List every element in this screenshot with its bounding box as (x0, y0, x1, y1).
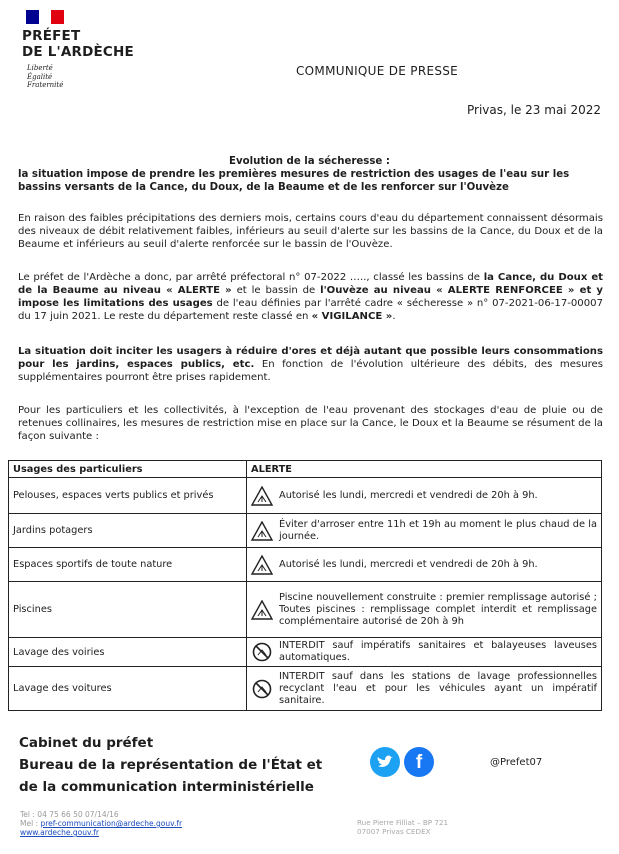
p2-text-e: de l'eau définies par l'arrêté cadre « sécheresse » n° 07-2021-06-17-00007 du 17 juin 2021. Le reste du département reste classé en (18, 298, 603, 322)
paragraph-2 (18, 271, 603, 323)
prefecture-name (22, 28, 134, 60)
header-usages: Usages des particuliers (9, 461, 247, 478)
bureau-line-1: Bureau de la représentation de l'État et (19, 757, 323, 773)
mesure-text: Éviter d'arroser entre 11h et 19h au moment le plus chaud de la journée. (279, 518, 597, 542)
bureau-line-2: de la communication interministérielle (19, 779, 314, 795)
p2-bold-d: l'Ouvèze au niveau « ALERTE RENFORCEE » et y impose les limitations des usages (18, 285, 604, 309)
cabinet-title: Cabinet du préfet (19, 735, 154, 751)
devise-fraternite: Fraternité (27, 81, 64, 89)
usage-cell: Lavage des voiries (9, 638, 247, 667)
mesure-text: Autorisé les lundi, mercredi et vendredi de 20h à 9h. (279, 558, 538, 570)
table-row (9, 548, 602, 582)
table-row (9, 582, 602, 638)
mail-line (20, 819, 182, 828)
table-row (9, 514, 602, 548)
usage-cell: Pelouses, espaces verts publics et privés (9, 478, 247, 514)
mesure-text: INTERDIT sauf impératifs sanitaires et balayeuses laveuses automatiques. (279, 640, 597, 663)
p2-text-c: et le bassin de (231, 285, 321, 296)
marianne-flag-logo (26, 10, 64, 24)
warning-sprinkler-icon (251, 555, 273, 575)
mesure-cell (247, 582, 602, 638)
restrictions-table (8, 460, 602, 711)
phone-line: Tel : 04 75 66 50 07/14/16 (20, 810, 119, 819)
p2-text-a: Le préfet de l'Ardèche a donc, par arrêté préfectoral n° 07-2022 ….., classé les bassins de (18, 272, 484, 283)
twitter-icon[interactable] (370, 747, 400, 777)
facebook-icon[interactable]: f (404, 747, 434, 777)
warning-sprinkler-icon (251, 600, 273, 620)
address-line-1: Rue Pierre Filliat – BP 721 (357, 818, 449, 827)
prefet-line-2: DE L'ARDÈCHE (22, 44, 134, 60)
prohibited-icon (251, 679, 273, 699)
devise-egalite: Égalité (27, 72, 53, 81)
mail-link[interactable]: pref-communication@ardeche.gouv.fr (40, 819, 183, 828)
mesure-cell (247, 514, 602, 548)
date-line: Privas, le 23 mai 2022 (467, 103, 601, 117)
usage-cell: Piscines (9, 582, 247, 638)
postal-address (357, 818, 448, 836)
p2-bold-b: la Cance, du Doux et de la Beaume au niveau « ALERTE » (18, 272, 603, 296)
devise (27, 64, 63, 90)
website-link[interactable]: www.ardeche.gouv.fr (20, 828, 99, 837)
mesure-text: Autorisé les lundi, mercredi et vendredi de 20h à 9h. (279, 489, 538, 501)
title-line-1: Evolution de la sécheresse : (229, 156, 390, 167)
usage-cell: Jardins potagers (9, 514, 247, 548)
devise-liberte: Liberté (27, 64, 53, 72)
table-row (9, 667, 602, 711)
usage-cell: Espaces sportifs de toute nature (9, 548, 247, 582)
p2-bold-f: « VIGILANCE » (311, 311, 393, 322)
web-line (20, 828, 182, 837)
p3-bold: La situation doit inciter les usagers à réduire d'ores et déjà autant que possible leurs consommations pour les jardins, espaces publics, etc. (18, 346, 603, 370)
paragraph-1: En raison des faibles précipitations des derniers mois, certains cours d'eau du département connaissent désormais des niveaux de débit relativement faibles, inférieurs au seuil d'alerte sur les bassins de la Cance, du Doux et de la Beaume et inférieurs au seuil d'alerte renforcée sur le bassin de l'Ouvèze. (18, 213, 603, 250)
warning-sprinkler-icon (251, 521, 273, 541)
table-row (9, 478, 602, 514)
title-line-2: la situation impose de prendre les premières mesures de restriction des usages de l'eau sur les bassins versants de la Cance, du Doux, de la Beaume et de les renforcer sur l'Ouvèze (18, 169, 570, 193)
contact-block (20, 810, 182, 837)
table-header-row (9, 461, 602, 478)
mesure-text: Piscine nouvellement construite : premier remplissage autorisé ; Toutes piscines : remplissage complet interdit et remplissage complémentaire autorisé de 20h à 9h (279, 591, 597, 627)
warning-sprinkler-icon (251, 486, 273, 506)
communique-heading: COMMUNIQUE DE PRESSE (296, 64, 459, 78)
mesure-cell (247, 638, 602, 667)
twitter-handle[interactable]: @Prefet07 (490, 757, 543, 768)
press-title (0, 155, 619, 194)
prohibited-icon (251, 642, 273, 662)
p2-text-g: . (392, 311, 396, 322)
p3-rest: En fonction de l'évolution ultérieure des débits, des mesures supplémentaires pourront être prises rapidement. (18, 359, 603, 383)
paragraph-3 (18, 345, 603, 384)
prefet-line-1: PRÉFET (22, 28, 81, 44)
address-line-2: 07007 Privas CEDEX (357, 827, 431, 836)
cabinet-block (19, 732, 322, 798)
mesure-text: INTERDIT sauf dans les stations de lavage professionnelles recyclant l'eau et pour les véhicules ayant un impératif sanitaire. (279, 670, 597, 706)
mesure-cell (247, 548, 602, 582)
table-row (9, 638, 602, 667)
paragraph-4: Pour les particuliers et les collectivités, à l'exception de l'eau provenant des stockages d'eau de pluie ou de retenues collinaires, les mesures de restriction mise en place sur la Cance, le Doux et la Beaume se résument de la façon suivante : (18, 405, 603, 442)
usage-cell: Lavage des voitures (9, 667, 247, 711)
mesure-cell (247, 667, 602, 711)
mesure-cell (247, 478, 602, 514)
header-alerte: ALERTE (247, 461, 602, 478)
mail-label: Mel : (20, 819, 41, 828)
